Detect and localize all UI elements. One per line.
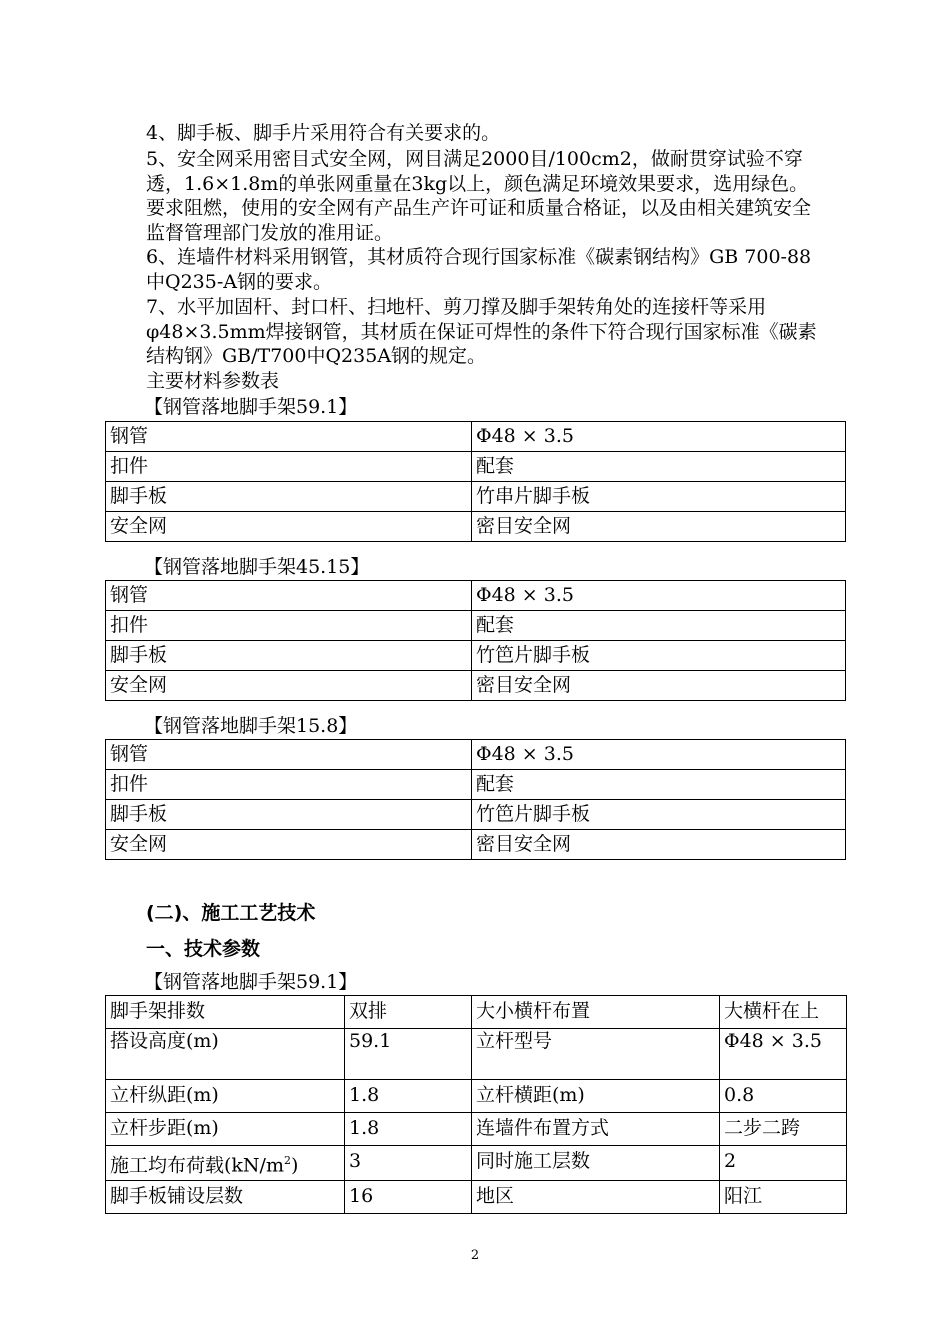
table-cell: 扣件 [106, 452, 472, 482]
table-cell: 立杆纵距(m) [106, 1080, 345, 1113]
table-cell: 双排 [345, 996, 472, 1029]
table-cell: 2 [720, 1146, 847, 1181]
table-cell: 搭设高度(m) [106, 1029, 345, 1080]
table-row [106, 671, 846, 701]
table-cell: 配套 [472, 452, 846, 482]
table-cell: 同时施工层数 [472, 1146, 720, 1181]
table-row [106, 800, 846, 830]
table-cell: 密目安全网 [472, 671, 846, 701]
table-title: 主要材料参数表 [146, 370, 280, 392]
table-row [106, 1080, 847, 1113]
table-cell: 密目安全网 [472, 830, 846, 860]
table-row [106, 581, 846, 611]
table-cell: Φ48 × 3.5 [472, 740, 846, 770]
table-cell: 59.1 [345, 1029, 472, 1080]
table-cell: 立杆横距(m) [472, 1080, 720, 1113]
table-row [106, 770, 846, 800]
section-heading: (二)、施工工艺技术 [146, 902, 316, 924]
table-row [106, 611, 846, 641]
table-cell: 钢管 [106, 740, 472, 770]
table-cell: 钢管 [106, 581, 472, 611]
parameter-table [105, 995, 847, 1214]
table-cell: 竹笆片脚手板 [472, 641, 846, 671]
table-row [106, 830, 846, 860]
table-cell: 安全网 [106, 512, 472, 542]
table-cell: 脚手板铺设层数 [106, 1181, 345, 1214]
table-cell: 1.8 [345, 1113, 472, 1146]
table-cell: Φ48 × 3.5 [720, 1029, 847, 1080]
table-cell: 3 [345, 1146, 472, 1181]
table-cell: 脚手架排数 [106, 996, 345, 1029]
material-table [105, 739, 846, 860]
table-cell: 安全网 [106, 830, 472, 860]
paragraph-item-4: 4、脚手板、脚手片采用符合有关要求的。 [146, 122, 501, 144]
table-cell: 大横杆在上 [720, 996, 847, 1029]
table-cell: 竹串片脚手板 [472, 482, 846, 512]
table-cell: 立杆步距(m) [106, 1113, 345, 1146]
table-cell: Φ48 × 3.5 [472, 422, 846, 452]
paragraph-item-5: 5、安全网采用密目式安全网，网目满足2000目/100cm2，做耐贯穿试验不穿透，1.6×1.8m的单张网重量在3kg以上，颜色满足环境效果要求，选用绿色。要求阻燃，使用的安全网有产品生产许可证和质量合格证，以及由相关建筑安全监督管理部门发放的准用证。 [146, 148, 812, 244]
param-table-caption: 【钢管落地脚手架59.1】 [144, 971, 358, 993]
load-unit-close: ) [290, 1154, 299, 1177]
table-row [106, 740, 846, 770]
table-cell: Φ48 × 3.5 [472, 581, 846, 611]
table-cell: 阳江 [720, 1181, 847, 1214]
table-row [106, 1113, 847, 1146]
table-cell: 扣件 [106, 611, 472, 641]
load-unit-superscript: 2 [283, 1154, 291, 1167]
table-cell: 竹笆片脚手板 [472, 800, 846, 830]
page-number: 2 [470, 1248, 480, 1263]
table-cell: 大小横杆布置 [472, 996, 720, 1029]
table-row [106, 1181, 847, 1214]
table-cell: 二步二跨 [720, 1113, 847, 1146]
table-row [106, 1146, 847, 1181]
table-cell [106, 1146, 345, 1181]
table-cell: 扣件 [106, 770, 472, 800]
table-row [106, 422, 846, 452]
table-row [106, 996, 847, 1029]
table-row [106, 641, 846, 671]
material-table [105, 580, 846, 701]
material-table-caption: 【钢管落地脚手架45.15】 [144, 556, 370, 578]
table-cell: 1.8 [345, 1080, 472, 1113]
table-cell: 地区 [472, 1181, 720, 1214]
table-cell: 脚手板 [106, 482, 472, 512]
table-cell: 密目安全网 [472, 512, 846, 542]
sub-heading: 一、技术参数 [146, 938, 261, 960]
material-table [105, 421, 846, 542]
material-table-caption: 【钢管落地脚手架15.8】 [144, 715, 358, 737]
load-label: 施工均布荷载(kN/m [110, 1154, 284, 1177]
table-cell: 配套 [472, 770, 846, 800]
table-cell: 立杆型号 [472, 1029, 720, 1080]
table-cell: 安全网 [106, 671, 472, 701]
paragraph-item-7: 7、水平加固杆、封口杆、扫地杆、剪刀撑及脚手架转角处的连接杆等采用φ48×3.5mm焊接钢管，其材质在保证可焊性的条件下符合现行国家标准《碳素结构钢》GB/T700中Q235A钢的规定。 [146, 296, 817, 368]
table-row [106, 452, 846, 482]
paragraph-item-6: 6、连墙件材料采用钢管，其材质符合现行国家标准《碳素钢结构》GB 700-88中Q235-A钢的要求。 [146, 246, 812, 293]
table-cell: 0.8 [720, 1080, 847, 1113]
table-row [106, 482, 846, 512]
table-cell: 钢管 [106, 422, 472, 452]
material-table-caption: 【钢管落地脚手架59.1】 [144, 396, 358, 418]
table-cell: 连墙件布置方式 [472, 1113, 720, 1146]
table-cell: 配套 [472, 611, 846, 641]
table-cell: 脚手板 [106, 641, 472, 671]
table-row [106, 512, 846, 542]
table-row [106, 1029, 847, 1080]
table-cell: 16 [345, 1181, 472, 1214]
table-cell: 脚手板 [106, 800, 472, 830]
